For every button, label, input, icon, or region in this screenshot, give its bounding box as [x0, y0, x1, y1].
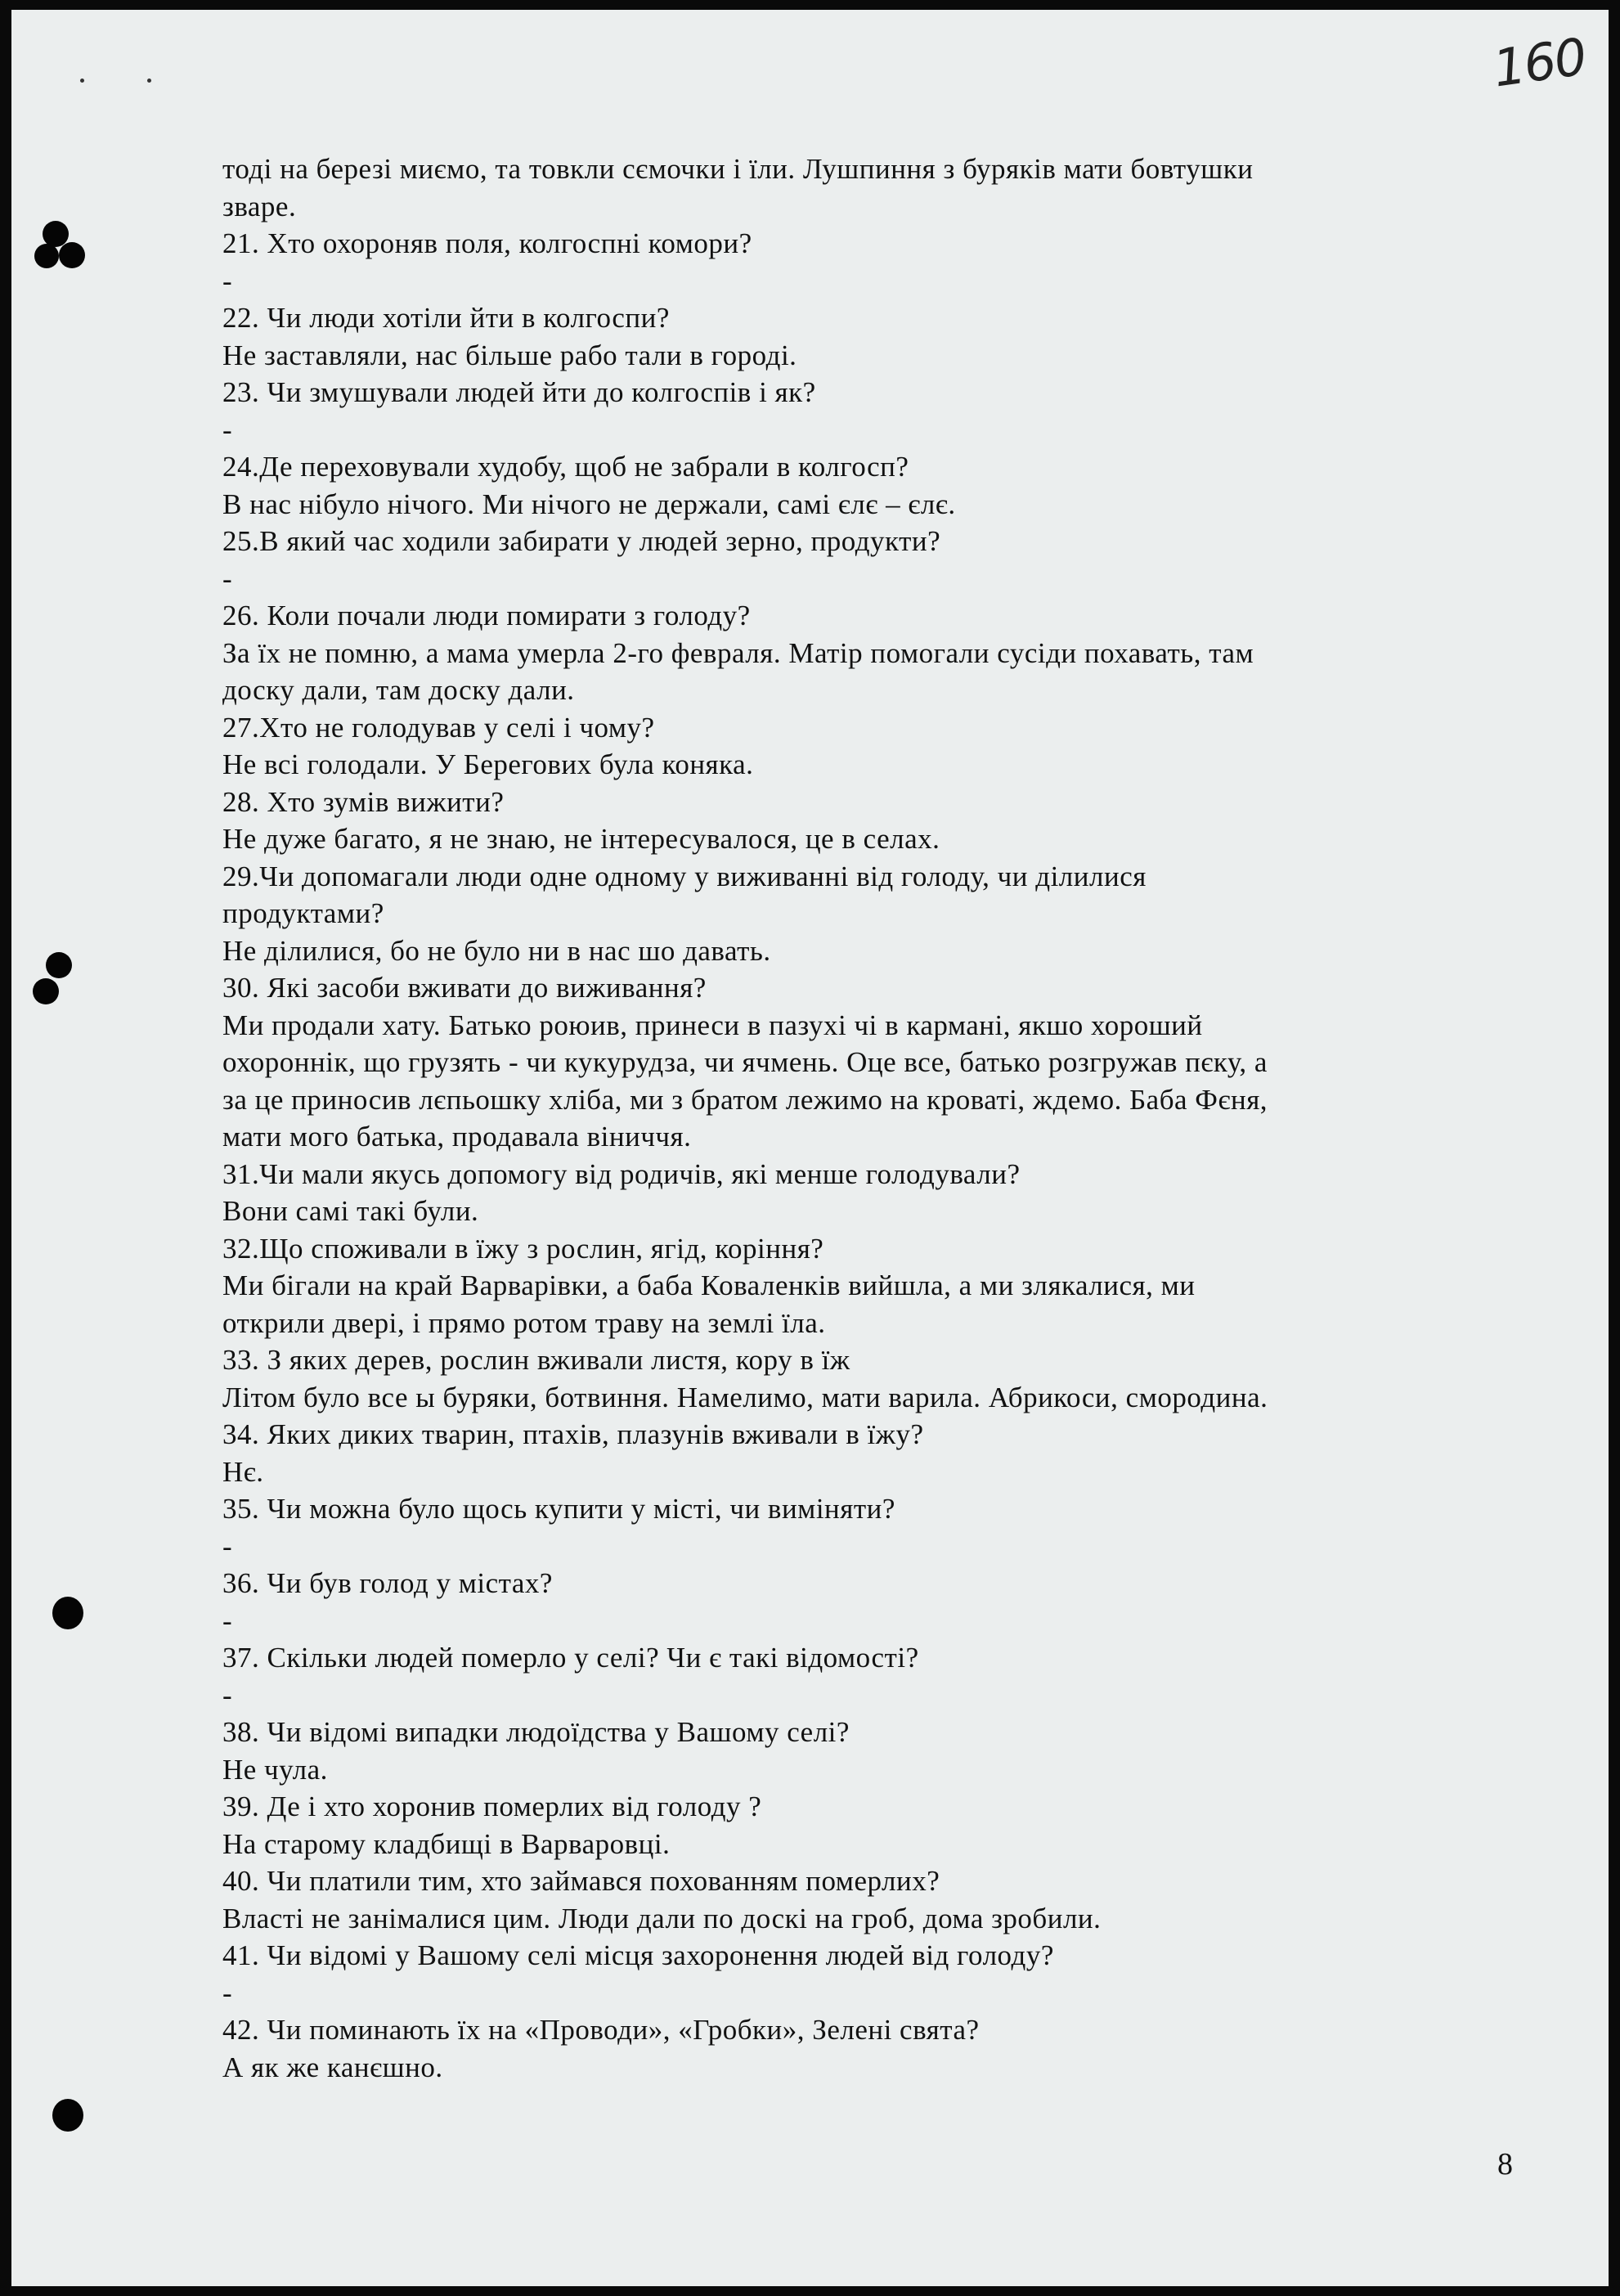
- text-line: 26. Коли почали люди помирати з голоду?: [222, 600, 751, 631]
- text-line: открили двері, і прямо ротом траву на землі їла.: [222, 1306, 826, 1339]
- text-line: 32.Що споживали в їжу з рослин, ягід, коріння?: [222, 1232, 824, 1265]
- text-line: -: [222, 1530, 233, 1562]
- handwritten-folio-number: 160: [1489, 26, 1589, 99]
- text-line: 38. Чи відомі випадки людоїдства у Вашому селі?: [222, 1716, 850, 1748]
- punch-hole-icon: [52, 2099, 83, 2132]
- punch-hole-icon: [52, 1597, 83, 1629]
- punch-hole-icon: [46, 952, 72, 978]
- text-line: 41. Чи відомі у Вашому селі місця захоронення людей від голоду?: [222, 1939, 1054, 1971]
- text-line: продуктами?: [222, 897, 384, 929]
- text-line: Нє.: [222, 1455, 264, 1488]
- text-line: -: [222, 264, 233, 297]
- text-line: 21. Хто охороняв поля, колгоспні комори?: [222, 227, 752, 259]
- text-line: Ми продали хату. Батько роюив, принеси в пазухі чі в кармані, якшо хороший: [222, 1009, 1203, 1041]
- text-line: охороннік, що грузять - чи кукурудза, чи ячмень. Оце все, батько розгружав пєку, а: [222, 1046, 1268, 1078]
- text-line: Не дуже багато, я не знаю, не інтересувалося, це в селах.: [222, 823, 940, 855]
- document-page: [11, 10, 1609, 2286]
- text-line: Літом було все ы буряки, ботвиння. Намелимо, мати варила. Абрикоси, смородина.: [222, 1381, 1268, 1413]
- text-line: 35. Чи можна було щось купити у місті, чи виміняти?: [222, 1493, 895, 1525]
- text-line: 29.Чи допомагали люди одне одному у виживанні від голоду, чи ділилися: [222, 860, 1147, 892]
- text-line: 24.Де переховували худобу, щоб не забрали в колгосп?: [222, 451, 909, 483]
- text-line: Не всі голодали. У Берегових була коняка.: [222, 748, 754, 780]
- text-line: Ми бігали на край Варварівки, а баба Коваленків вийшла, а ми злякалися, ми: [222, 1269, 1196, 1301]
- text-line: -: [222, 1604, 233, 1637]
- text-line: 30. Які засоби вживати до виживання?: [222, 972, 707, 1004]
- text-line: 39. Де і хто хоронив померлих від голоду ?: [222, 1791, 762, 1822]
- text-line: 27.Хто не голодував у селі і чому?: [222, 711, 655, 744]
- document-body: [222, 151, 1498, 2086]
- speck-icon: [147, 79, 151, 83]
- text-line: 25.В який час ходили забирати у людей зерно, продукти?: [222, 525, 941, 557]
- text-line: На старому кладбищі в Варваровці.: [222, 1827, 671, 1860]
- text-line: 33. З яких дерев, рослин вживали листя, кору в їж: [222, 1344, 850, 1376]
- text-line: зваре.: [222, 190, 297, 222]
- text-line: -: [222, 1976, 233, 2009]
- text-line: -: [222, 413, 233, 446]
- text-line: 40. Чи платили тим, хто займався похованням померлих?: [222, 1865, 940, 1897]
- text-line: -: [222, 562, 233, 595]
- page-number: 8: [1497, 2147, 1513, 2181]
- text-line: за це приносив лєпьошку хліба, ми з братом лежимо на кроваті, ждемо. Баба Фєня,: [222, 1083, 1268, 1116]
- text-line: За їх не помню, а мама умерла 2-го февраля. Матір помогали сусіди похавать, там: [222, 636, 1254, 669]
- text-line: 36. Чи був голод у містах?: [222, 1567, 553, 1599]
- punch-hole-icon: [33, 978, 59, 1004]
- punch-hole-icon: [34, 244, 59, 268]
- text-line: Не ділилися, бо не було ни в нас шо давать.: [222, 934, 771, 967]
- text-line: 28. Хто зумів вижити?: [222, 785, 505, 818]
- text-line: 34. Яких диких тварин, птахів, плазунів вживали в їжу?: [222, 1418, 924, 1450]
- text-line: доску дали, там доску дали.: [222, 674, 575, 706]
- punch-hole-icon: [59, 242, 85, 268]
- text-line: 42. Чи поминають їх на «Проводи», «Гробки», Зелені свята?: [222, 2014, 980, 2046]
- text-line: Вони самі такі були.: [222, 1195, 479, 1227]
- speck-icon: [80, 79, 84, 83]
- text-line: тоді на березі миємо, та товкли сємочки і їли. Лушпиння з буряків мати бовтушки: [222, 153, 1254, 185]
- text-line: А як же канєшно.: [222, 2051, 443, 2083]
- text-line: В нас нібуло нічого. Ми нічого не держали, самі єлє – єлє.: [222, 488, 956, 520]
- text-line: 31.Чи мали якусь допомогу від родичів, які менше голодували?: [222, 1157, 1021, 1190]
- text-line: 23. Чи змушували людей йти до колгоспів і як?: [222, 376, 816, 408]
- text-line: Не чула.: [222, 1753, 328, 1786]
- text-line: 37. Скільки людей померло у селі? Чи є такі відомості?: [222, 1642, 919, 1674]
- text-line: Власті не занімалися цим. Люди дали по доскі на гроб, дома зробили.: [222, 1902, 1102, 1934]
- text-line: Не заставляли, нас більше рабо тали в городі.: [222, 339, 797, 371]
- text-line: 22. Чи люди хотіли йти в колгоспи?: [222, 302, 670, 334]
- text-line: -: [222, 1678, 233, 1711]
- text-line: мати мого батька, продавала віниччя.: [222, 1121, 692, 1152]
